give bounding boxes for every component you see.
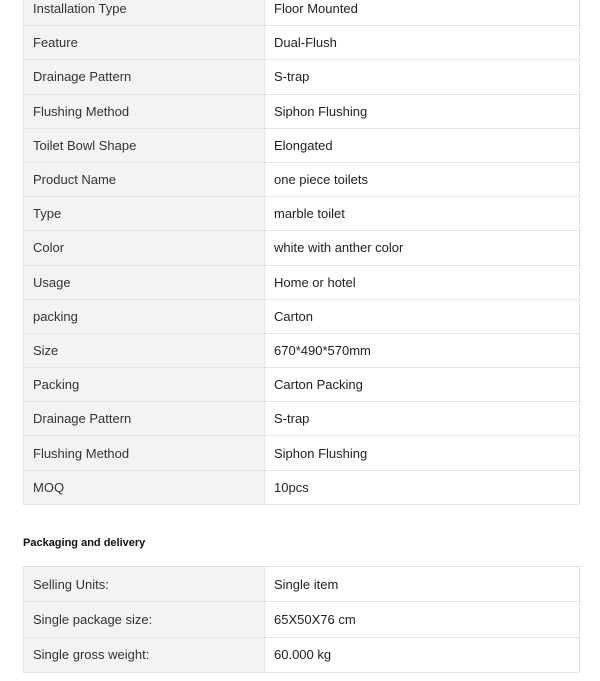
spec-value: Floor Mounted [265, 0, 580, 26]
spec-key: MOQ [24, 470, 265, 504]
spec-key: Flushing Method [24, 436, 265, 470]
packaging-value: 65X50X76 cm [265, 602, 580, 637]
spec-value: 10pcs [265, 470, 580, 504]
spec-key: Product Name [24, 162, 265, 196]
table-row [24, 470, 580, 504]
spec-key: Drainage Pattern [24, 402, 265, 436]
spec-value: Home or hotel [265, 265, 580, 299]
table-row [24, 567, 580, 602]
spec-value: marble toilet [265, 197, 580, 231]
table-row [24, 94, 580, 128]
spec-value: Carton [265, 299, 580, 333]
spec-key: Usage [24, 265, 265, 299]
table-row [24, 26, 580, 60]
table-row [24, 60, 580, 94]
spec-value: Siphon Flushing [265, 94, 580, 128]
spec-key: Drainage Pattern [24, 60, 265, 94]
spec-key: Size [24, 333, 265, 367]
table-row [24, 128, 580, 162]
spec-value: white with anther color [265, 231, 580, 265]
spec-key: Type [24, 197, 265, 231]
spec-key: Installation Type [24, 0, 265, 26]
spec-value: Dual-Flush [265, 26, 580, 60]
table-row [24, 197, 580, 231]
spec-key: Feature [24, 26, 265, 60]
table-row [24, 402, 580, 436]
packaging-key: Single package size: [24, 602, 265, 637]
table-row [24, 333, 580, 367]
spec-key: packing [24, 299, 265, 333]
packaging-value: 60.000 kg [265, 637, 580, 672]
table-row [24, 368, 580, 402]
packaging-value: Single item [265, 567, 580, 602]
table-row [24, 0, 580, 26]
table-row [24, 436, 580, 470]
spec-value: Carton Packing [265, 368, 580, 402]
specifications-table [23, 0, 580, 505]
table-row [24, 265, 580, 299]
spec-key: Toilet Bowl Shape [24, 128, 265, 162]
packaging-key: Single gross weight: [24, 637, 265, 672]
table-row [24, 299, 580, 333]
spec-value: S-trap [265, 60, 580, 94]
spec-value: 670*490*570mm [265, 333, 580, 367]
packaging-table [23, 566, 580, 673]
table-row [24, 637, 580, 672]
spec-value: Siphon Flushing [265, 436, 580, 470]
spec-value: one piece toilets [265, 162, 580, 196]
packaging-section-title: Packaging and delivery [23, 537, 146, 549]
spec-value: Elongated [265, 128, 580, 162]
table-row [24, 602, 580, 637]
spec-key: Packing [24, 368, 265, 402]
table-row [24, 231, 580, 265]
spec-key: Flushing Method [24, 94, 265, 128]
spec-key: Color [24, 231, 265, 265]
packaging-key: Selling Units: [24, 567, 265, 602]
spec-value: S-trap [265, 402, 580, 436]
table-row [24, 162, 580, 196]
